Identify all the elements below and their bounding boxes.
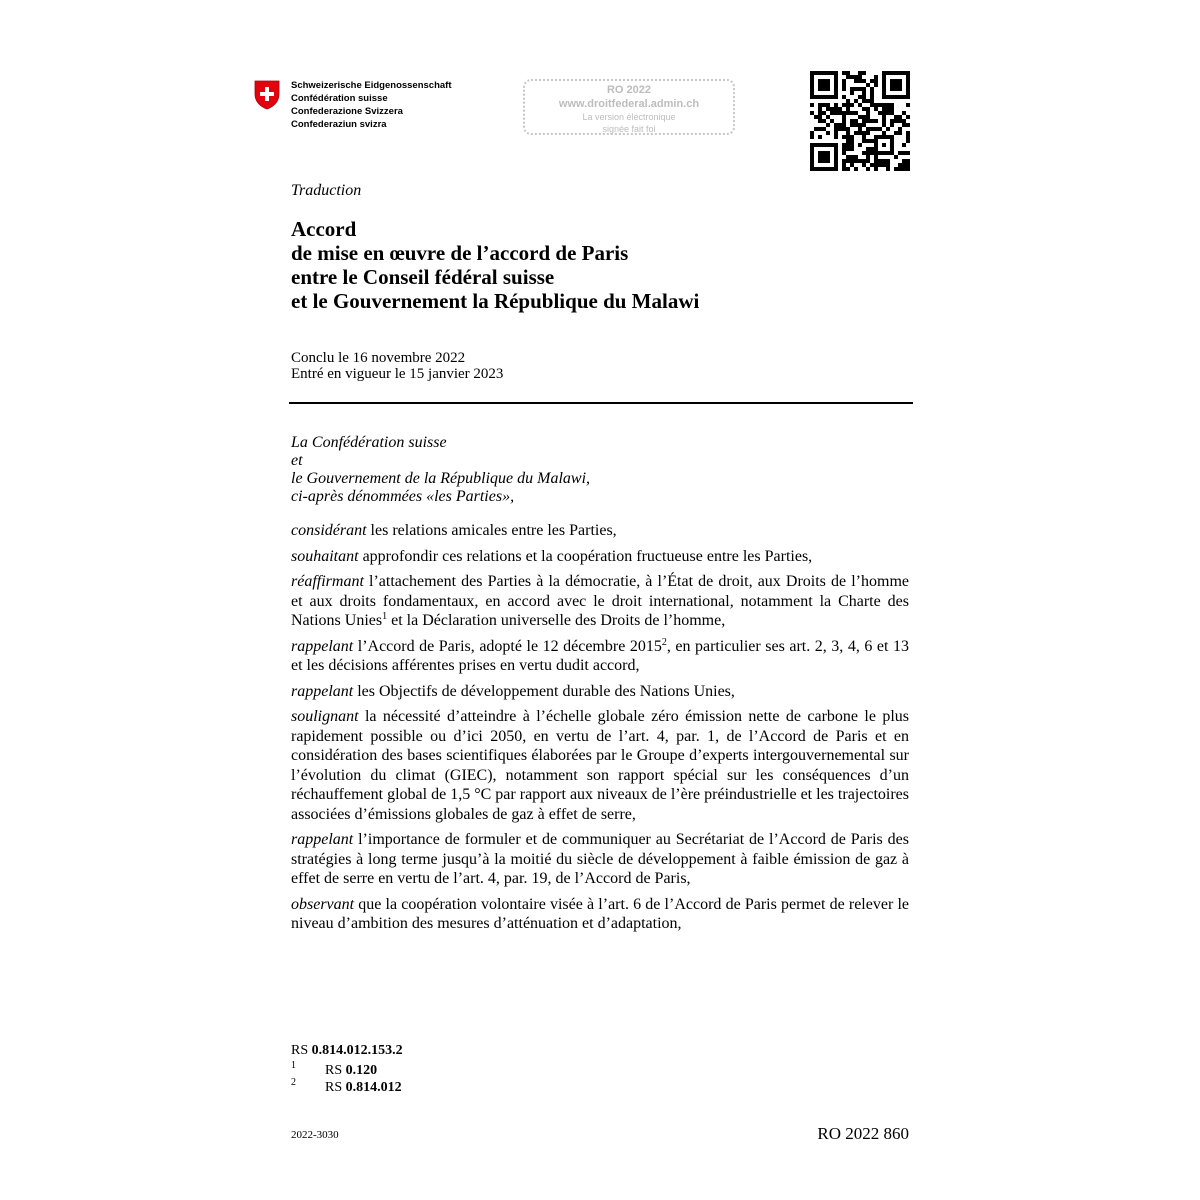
preamble-text: l’attachement des Parties à la démocratie, à l’État de droit, aux Droits de l’homme et aux droits fondamentaux, en accord avec le droit international, notamment la Charte des Nations Unies [291,573,909,629]
preamble-text: les relations amicales entre les Parties, [366,522,617,539]
preamble-text: que la coopération volontaire visée à l’art. 6 de l’Accord de Paris permet de relever le niveau d’ambition des mesures d’atténuation et d’adaptation, [291,895,909,932]
stamp-note-1: La version électronique [582,112,676,122]
preamble-paragraph [291,682,909,702]
footnote-number: 1 [291,1060,296,1071]
parties-block [291,434,590,506]
rs-reference [291,1043,403,1059]
confederation-name-rm: Confederaziun svizra [291,119,387,130]
title-line: entre le Conseil fédéral suisse [291,265,555,289]
rs-prefix: RS [291,1043,312,1058]
preamble-paragraph [291,547,909,567]
preamble-paragraph [291,707,909,824]
rs-number: 0.814.012.153.2 [311,1043,403,1058]
preamble-text: l’importance de formuler et de communiquer au Secrétariat de l’Accord de Paris des stratégies à long terme jusqu’à la moitié du siècle de développement à faible émission de gaz à effet de serre en vertu de l’art. 4, par. 19, de l’Accord de Paris, [291,831,909,887]
confederation-name-fr: Confédération suisse [291,93,388,104]
preamble-paragraph [291,830,909,889]
preamble-paragraph [291,895,909,934]
preamble-text: et la Déclaration universelle des Droits de l’homme, [387,612,726,629]
confederation-names [291,79,452,131]
preamble-keyword: rappelant [291,831,354,848]
document-number: 2022-3030 [291,1129,339,1141]
qr-code-icon [810,71,910,171]
footnote-ref: 0.814.012 [345,1080,402,1095]
preamble-keyword: considérant [291,522,367,539]
preamble-keyword: rappelant [291,682,354,700]
footnote-prefix: RS [325,1063,346,1078]
document-title [291,217,699,313]
swiss-coat-of-arms-icon [254,80,280,110]
preamble-keyword: rappelant [291,637,354,655]
party-line: et [291,452,303,469]
footnote-text [325,1080,402,1096]
preamble-keyword: soulignant [291,708,359,725]
in-force-date: Entré en vigueur le 15 janvier 2023 [291,366,504,382]
title-line: de mise en œuvre de l’accord de Paris [291,241,629,265]
confederation-name-de: Schweizerische Eidgenossenschaft [291,80,452,91]
preamble [291,521,909,940]
stamp-note-2: signée fait foi [602,124,656,134]
footnote-marker: 2 [661,636,667,648]
footnote-prefix: RS [325,1080,346,1095]
preamble-text: approfondir ces relations et la coopération fructueuse entre les Parties, [358,547,813,565]
title-line: Accord [291,217,357,241]
document-label: Traduction [291,182,362,199]
footnote-number: 2 [291,1077,296,1088]
electronic-signature-stamp [523,79,735,135]
preamble-paragraph [291,572,909,631]
footnote-marker: 1 [382,611,388,622]
party-line: le Gouvernement de la République du Malawi, [291,470,591,487]
footnote-ref: 0.120 [345,1063,378,1078]
preamble-paragraph [291,521,909,541]
preamble-paragraph [291,637,909,676]
preamble-text: la nécessité d’atteindre à l’échelle globale zéro émission nette de carbone le plus rapidement possible ou d’ici 2050, en vertu de l’art. 4, par. 1, de l’Accord de Paris et en considération des bases scientifiques élaborées par le Groupe d’experts intergouvernemental sur l’évolution du climat (GIEC), notamment son rapport spécial sur les conséquences d’un réchauffement global de 1,5 °C par rapport aux niveaux de l’ère préindustrielle et les trajectoires associées d’émissions globales de gaz à effet de serre, [291,708,909,823]
title-line: et le Gouvernement la République du Malawi [291,289,700,313]
title-divider [289,402,913,404]
preamble-keyword: observant [291,895,355,913]
document-dates [291,350,503,382]
stamp-url: www.droitfederal.admin.ch [558,98,700,110]
confederation-name-it: Confederazione Svizzera [291,106,403,117]
preamble-text: les Objectifs de développement durable des Nations Unies, [353,682,735,700]
concluded-date: Conclu le 16 novembre 2022 [291,350,466,366]
footnote-text [325,1063,377,1079]
ro-reference: RO 2022 860 [817,1124,909,1143]
preamble-keyword: réaffirmant [291,573,364,590]
stamp-ro: RO 2022 [606,84,652,96]
party-line: ci-après dénommées «les Parties», [291,488,515,505]
preamble-text: l’Accord de Paris, adopté le 12 décembre 2015 [353,637,662,655]
preamble-keyword: souhaitant [291,547,359,565]
party-line: La Confédération suisse [291,434,447,451]
preamble-text: , en particulier ses art. 2, 3, 4, 6 et 13 et les décisions afférentes prises en vertu dudit accord, [291,637,909,674]
